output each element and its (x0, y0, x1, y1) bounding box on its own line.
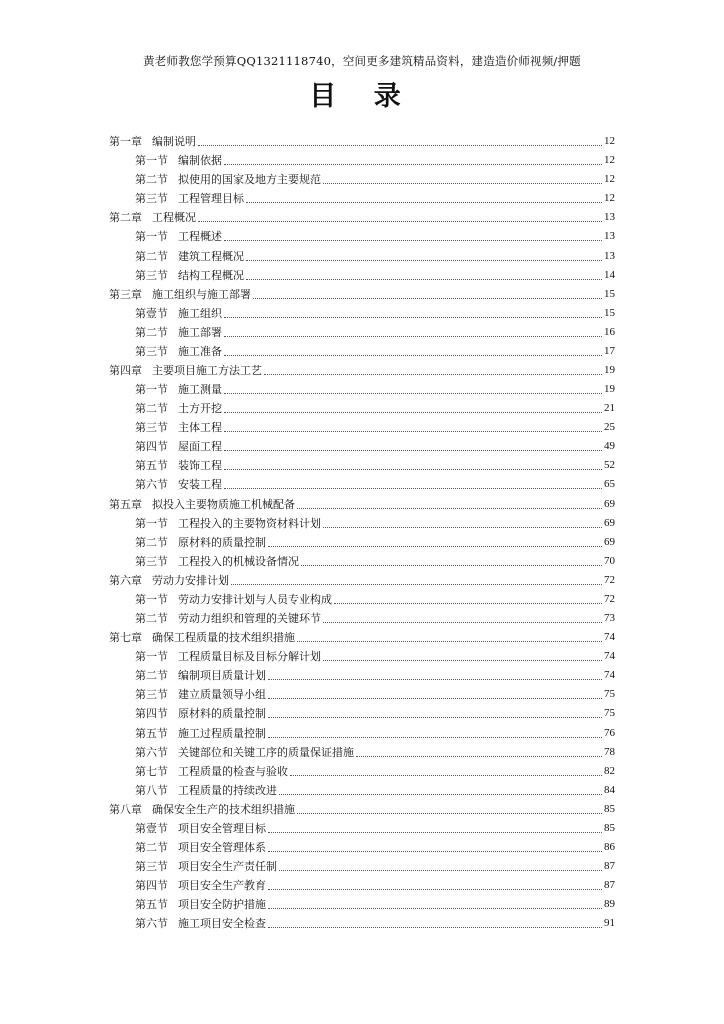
toc-entry-title: 装饰工程 (178, 459, 222, 473)
toc-page-number: 75 (604, 688, 615, 701)
toc-page-number: 12 (604, 173, 615, 186)
toc-entry-title: 施工准备 (178, 344, 222, 358)
toc-entry-title: 项目安全生产教育 (178, 879, 266, 893)
toc-leader-dots (224, 354, 602, 356)
toc-section-row[interactable] (109, 609, 615, 628)
toc-entry-title: 项目安全防护措施 (178, 898, 266, 912)
toc-entry-number: 第二节 (135, 669, 168, 683)
toc-page-number: 76 (604, 726, 615, 739)
toc-entry-title: 编制依据 (178, 154, 222, 168)
toc-page-number: 86 (604, 840, 615, 853)
toc-leader-dots (224, 487, 602, 489)
toc-entry-number: 第八节 (135, 783, 168, 797)
toc-page-number: 91 (604, 917, 615, 930)
toc-page-number: 13 (604, 249, 615, 262)
toc-page-number: 25 (604, 421, 615, 434)
toc-chapter-row[interactable] (109, 800, 615, 819)
toc-section-row[interactable] (109, 914, 615, 933)
toc-entry-title: 屋面工程 (178, 440, 222, 454)
toc-chapter-row[interactable] (109, 494, 615, 513)
toc-entry-title: 施工测量 (178, 383, 222, 397)
toc-leader-dots (224, 430, 602, 432)
toc-page-number: 87 (604, 879, 615, 892)
toc-section-row[interactable] (109, 151, 615, 170)
toc-entry-title: 编制项目质量计划 (178, 669, 266, 683)
toc-entry-title: 劳动力安排计划与人员专业构成 (178, 592, 332, 606)
toc-section-row[interactable] (109, 533, 615, 552)
toc-leader-dots (279, 869, 602, 871)
toc-entry-title: 土方开挖 (178, 402, 222, 416)
toc-page-number: 72 (604, 573, 615, 586)
toc-entry-number: 第七节 (135, 764, 168, 778)
toc-entry-number: 第壹节 (135, 821, 168, 835)
toc-entry-title: 工程概述 (178, 230, 222, 244)
toc-entry-title: 施工组织 (178, 306, 222, 320)
toc-entry-title: 原材料的质量控制 (178, 535, 266, 549)
toc-entry-number: 第三章 (109, 287, 142, 301)
toc-section-row[interactable] (109, 743, 615, 762)
toc-entry-title: 工程投入的主要物资材料计划 (178, 516, 321, 530)
toc-page-number: 74 (604, 631, 615, 644)
toc-entry-title: 主体工程 (178, 421, 222, 435)
toc-leader-dots (224, 163, 602, 165)
toc-entry-title: 主要项目施工方法工艺 (152, 364, 262, 378)
toc-leader-dots (224, 316, 602, 318)
toc-entry-number: 第三节 (135, 192, 168, 206)
toc-entry-title: 确保工程质量的技术组织措施 (152, 631, 295, 645)
toc-chapter-row[interactable] (109, 285, 615, 304)
toc-entry-number: 第三节 (135, 344, 168, 358)
toc-entry-number: 第一节 (135, 230, 168, 244)
toc-entry-number: 第四章 (109, 364, 142, 378)
toc-section-row[interactable] (109, 590, 615, 609)
toc-leader-dots (224, 335, 602, 337)
toc-leader-dots (334, 602, 602, 604)
toc-page-number: 15 (604, 287, 615, 300)
toc-leader-dots (253, 297, 602, 299)
toc-leader-dots (268, 736, 602, 738)
toc-entry-number: 第三节 (135, 268, 168, 282)
toc-leader-dots (264, 373, 602, 375)
toc-entry-number: 第一节 (135, 592, 168, 606)
toc-leader-dots (198, 220, 602, 222)
toc-entry-title: 工程投入的机械设备情况 (178, 554, 299, 568)
toc-entry-title: 项目安全管理体系 (178, 840, 266, 854)
toc-section-row[interactable] (109, 266, 615, 285)
toc-leader-dots (323, 621, 602, 623)
toc-leader-dots (279, 793, 602, 795)
toc-page-number: 19 (604, 383, 615, 396)
toc-section-row[interactable] (109, 246, 615, 265)
toc-page-number: 12 (604, 135, 615, 148)
toc-section-row[interactable] (109, 227, 615, 246)
toc-leader-dots (198, 144, 602, 146)
toc-entry-title: 安装工程 (178, 478, 222, 492)
toc-leader-dots (297, 507, 602, 509)
toc-leader-dots (268, 831, 602, 833)
toc-entry-number: 第一节 (135, 516, 168, 530)
toc-section-row[interactable] (109, 170, 615, 189)
toc-entry-title: 拟投入主要物质施工机械配备 (152, 497, 295, 511)
toc-section-row[interactable] (109, 437, 615, 456)
toc-page-number: 49 (604, 440, 615, 453)
toc-page-number: 85 (604, 821, 615, 834)
toc-section-row[interactable] (109, 666, 615, 685)
toc-page-number: 52 (604, 459, 615, 472)
toc-section-row[interactable] (109, 723, 615, 742)
toc-page-number: 17 (604, 344, 615, 357)
toc-section-row[interactable] (109, 189, 615, 208)
toc-section-row[interactable] (109, 342, 615, 361)
toc-entry-number: 第六章 (109, 573, 142, 587)
toc-entry-title: 原材料的质量控制 (178, 707, 266, 721)
toc-page-number: 89 (604, 898, 615, 911)
toc-entry-title: 劳动力安排计划 (152, 573, 229, 587)
toc-leader-dots (323, 526, 602, 528)
toc-chapter-row[interactable] (109, 571, 615, 590)
toc-entry-title: 确保安全生产的技术组织措施 (152, 802, 295, 816)
toc-entry-title: 工程质量的检查与验收 (178, 764, 288, 778)
toc-section-row[interactable] (109, 514, 615, 533)
toc-page-number: 85 (604, 802, 615, 815)
toc-entry-title: 工程质量目标及目标分解计划 (178, 650, 321, 664)
toc-page-number: 19 (604, 364, 615, 377)
toc-entry-number: 第二章 (109, 211, 142, 225)
toc-section-row[interactable] (109, 323, 615, 342)
toc-entry-title: 工程概况 (152, 211, 196, 225)
toc-leader-dots (224, 392, 602, 394)
toc-leader-dots (290, 774, 602, 776)
toc-entry-number: 第五节 (135, 459, 168, 473)
toc-leader-dots (224, 411, 602, 413)
toc-page-number: 69 (604, 497, 615, 510)
toc-page-number: 73 (604, 612, 615, 625)
toc-page-number: 16 (604, 325, 615, 338)
toc-entry-number: 第二节 (135, 612, 168, 626)
toc-page-number: 74 (604, 669, 615, 682)
toc-page-number: 75 (604, 707, 615, 720)
toc-leader-dots (224, 449, 602, 451)
toc-entry-number: 第三节 (135, 688, 168, 702)
toc-chapter-row[interactable] (109, 208, 615, 227)
toc-page-number: 69 (604, 535, 615, 548)
toc-leader-dots (268, 926, 602, 928)
toc-entry-number: 第三节 (135, 554, 168, 568)
toc-section-row[interactable] (109, 552, 615, 571)
toc-page-number: 21 (604, 402, 615, 415)
toc-section-row[interactable] (109, 895, 615, 914)
toc-leader-dots (246, 201, 602, 203)
toc-entry-number: 第二节 (135, 173, 168, 187)
toc-entry-number: 第五节 (135, 898, 168, 912)
table-of-contents (109, 132, 615, 933)
toc-page-number: 12 (604, 154, 615, 167)
toc-leader-dots (268, 850, 602, 852)
toc-section-row[interactable] (109, 399, 615, 418)
toc-entry-number: 第一节 (135, 383, 168, 397)
toc-chapter-row[interactable] (109, 628, 615, 647)
page-header: 黄老师教您学预算QQ1321118740，空间更多建筑精品资料，建造造价师视频/押题 (143, 54, 581, 68)
toc-entry-number: 第八章 (109, 802, 142, 816)
toc-page-number: 14 (604, 268, 615, 281)
toc-leader-dots (231, 583, 602, 585)
toc-section-row[interactable] (109, 685, 615, 704)
toc-entry-title: 施工项目安全检查 (178, 917, 266, 931)
toc-section-row[interactable] (109, 762, 615, 781)
toc-leader-dots (224, 239, 602, 241)
toc-leader-dots (323, 182, 602, 184)
toc-page-number: 13 (604, 230, 615, 243)
toc-page-number: 78 (604, 745, 615, 758)
toc-chapter-row[interactable] (109, 361, 615, 380)
toc-section-row[interactable] (109, 380, 615, 399)
toc-entry-number: 第五节 (135, 726, 168, 740)
toc-entry-number: 第二节 (135, 249, 168, 263)
toc-entry-title: 施工部署 (178, 325, 222, 339)
toc-entry-title: 关键部位和关键工序的质量保证措施 (178, 745, 354, 759)
toc-entry-number: 第二节 (135, 840, 168, 854)
toc-entry-number: 第五章 (109, 497, 142, 511)
toc-section-row[interactable] (109, 781, 615, 800)
toc-page-number: 70 (604, 554, 615, 567)
toc-section-row[interactable] (109, 456, 615, 475)
toc-entry-number: 第二节 (135, 402, 168, 416)
toc-leader-dots (268, 716, 602, 718)
toc-entry-title: 建立质量领导小组 (178, 688, 266, 702)
toc-leader-dots (268, 697, 602, 699)
toc-entry-number: 第四节 (135, 707, 168, 721)
toc-entry-title: 结构工程概况 (178, 268, 244, 282)
toc-section-row[interactable] (109, 304, 615, 323)
toc-section-row[interactable] (109, 647, 615, 666)
toc-leader-dots (301, 564, 602, 566)
toc-page-number: 15 (604, 306, 615, 319)
toc-page-number: 72 (604, 592, 615, 605)
toc-entry-title: 项目安全生产责任制 (178, 860, 277, 874)
toc-entry-number: 第四节 (135, 879, 168, 893)
toc-section-row[interactable] (109, 838, 615, 857)
toc-entry-number: 第六节 (135, 917, 168, 931)
page-title: 目 录 (309, 81, 415, 112)
toc-page-number: 65 (604, 478, 615, 491)
toc-entry-title: 施工组织与施工部署 (152, 287, 251, 301)
toc-entry-title: 劳动力组织和管理的关键环节 (178, 612, 321, 626)
toc-leader-dots (323, 659, 602, 661)
toc-leader-dots (224, 468, 602, 470)
toc-leader-dots (246, 278, 602, 280)
toc-leader-dots (297, 640, 602, 642)
toc-leader-dots (268, 907, 602, 909)
toc-entry-number: 第三节 (135, 421, 168, 435)
toc-leader-dots (356, 755, 602, 757)
toc-leader-dots (246, 259, 602, 261)
toc-entry-number: 第三节 (135, 860, 168, 874)
toc-entry-number: 第一章 (109, 135, 142, 149)
toc-entry-number: 第二节 (135, 325, 168, 339)
toc-section-row[interactable] (109, 704, 615, 723)
toc-entry-title: 拟使用的国家及地方主要规范 (178, 173, 321, 187)
toc-entry-number: 第二节 (135, 535, 168, 549)
toc-entry-number: 第四节 (135, 440, 168, 454)
toc-page-number: 69 (604, 516, 615, 529)
toc-leader-dots (268, 888, 602, 890)
toc-section-row[interactable] (109, 418, 615, 437)
toc-entry-number: 第七章 (109, 631, 142, 645)
toc-entry-title: 工程管理目标 (178, 192, 244, 206)
toc-entry-title: 建筑工程概况 (178, 249, 244, 263)
toc-entry-title: 施工过程质量控制 (178, 726, 266, 740)
toc-page-number: 13 (604, 211, 615, 224)
toc-section-row[interactable] (109, 876, 615, 895)
toc-section-row[interactable] (109, 819, 615, 838)
toc-page-number: 87 (604, 860, 615, 873)
toc-page-number: 74 (604, 650, 615, 663)
toc-leader-dots (268, 545, 602, 547)
toc-page-number: 84 (604, 783, 615, 796)
toc-entry-number: 第六节 (135, 745, 168, 759)
toc-entry-number: 第壹节 (135, 306, 168, 320)
toc-chapter-row[interactable] (109, 132, 615, 151)
toc-leader-dots (297, 812, 602, 814)
toc-entry-number: 第一节 (135, 650, 168, 664)
toc-page-number: 82 (604, 764, 615, 777)
toc-entry-title: 编制说明 (152, 135, 196, 149)
toc-entry-title: 项目安全管理目标 (178, 821, 266, 835)
toc-section-row[interactable] (109, 475, 615, 494)
toc-section-row[interactable] (109, 857, 615, 876)
toc-page-number: 12 (604, 192, 615, 205)
toc-entry-number: 第一节 (135, 154, 168, 168)
toc-leader-dots (268, 678, 602, 680)
toc-entry-number: 第六节 (135, 478, 168, 492)
toc-entry-title: 工程质量的持续改进 (178, 783, 277, 797)
